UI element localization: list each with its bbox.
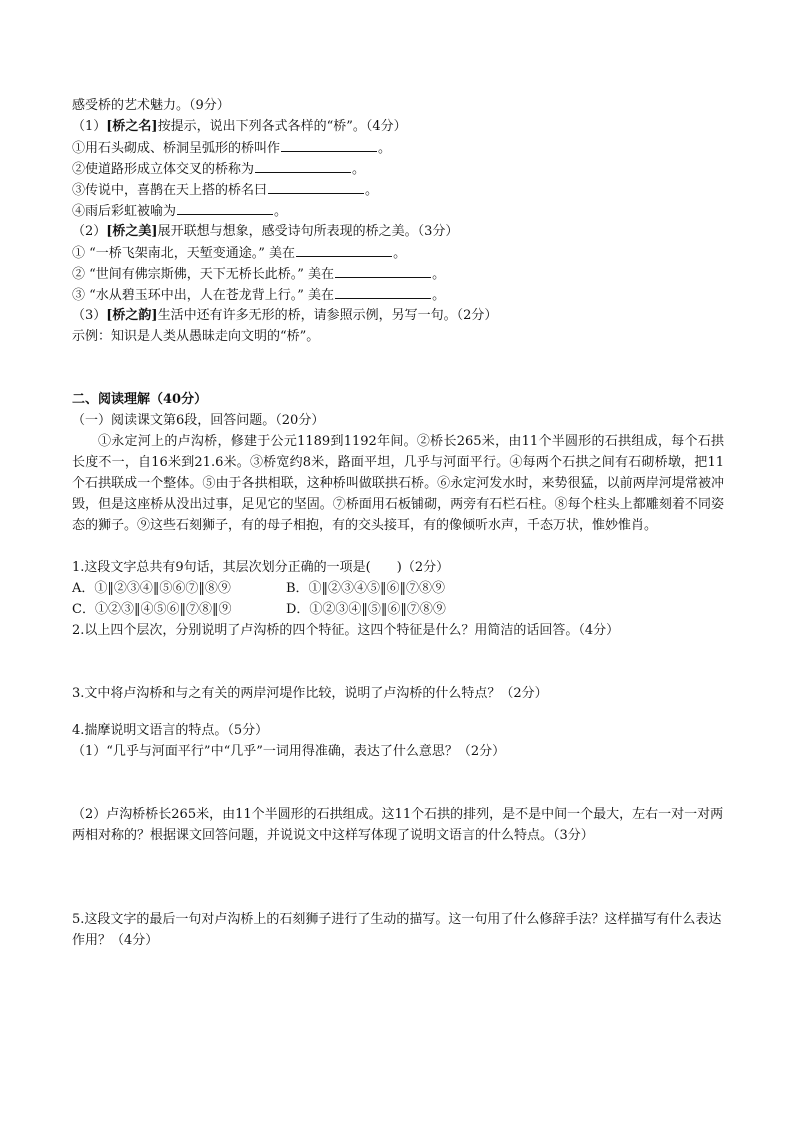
item-text: ①用石头砌成、桥洞呈弧形的桥叫作 (72, 141, 281, 156)
subsection-heading: （一）阅读课文第6段，回答问题。（20分） (72, 413, 325, 428)
question-tag: [桥之美] (106, 224, 158, 239)
item-end: 。 (393, 246, 407, 261)
answer-line-1-2-a (72, 242, 732, 264)
question-2-4-2: （2）卢沟桥桥长265米，由11个半圆形的石拱组成。这11个石拱的排列，是不是中间一个最大，左右一对一对两两相对称的？根据课文回答问题，并说说文中这样写体现了说明文语言的什么特点。（3分） (72, 807, 724, 843)
answer-blank[interactable] (335, 284, 431, 299)
intro-line: 感受桥的艺术魅力。（9分） (72, 98, 230, 113)
question-number: （1） (72, 119, 107, 134)
answer-line-1-2-b (72, 263, 732, 285)
question-2-4: 4.揣摩说明文语言的特点。（5分） (72, 723, 269, 738)
question-number: （3） (72, 308, 107, 323)
example-line: 示例：知识是人类从愚昧走向文明的“桥”。 (72, 329, 320, 344)
question-2-2: 2.以上四个层次，分别说明了卢沟桥的四个特征。这四个特征是什么？用简洁的话回答。（4分） (72, 623, 620, 638)
item-text: ② “世间有佛宗斯佛，天下无桥长此桥。” 美在 (72, 267, 335, 282)
item-end: 。 (432, 267, 446, 282)
options-row-2 (72, 599, 732, 620)
question-tag: [桥之名] (106, 119, 158, 134)
item-text: ②使道路形成立体交叉的桥称为 (72, 162, 255, 177)
question-tag: [桥之韵] (106, 308, 158, 323)
question-1-3 (72, 305, 732, 326)
question-text: 生活中还有许多无形的桥，请参照示例，另写一句。（2分） (157, 308, 498, 323)
question-1-2 (72, 221, 732, 242)
answer-line-1-1-a (72, 137, 732, 159)
item-text: ④雨后彩虹被喻为 (72, 204, 177, 219)
question-2-1: 1.这段文字总共有9句话，其层次划分正确的一项是( )（2分） (72, 560, 450, 575)
item-end: 。 (378, 141, 392, 156)
item-text: ① “一桥飞架南北，天堑变通途。” 美在 (72, 246, 296, 261)
question-1-1 (72, 116, 732, 137)
answer-blank[interactable] (255, 158, 351, 173)
reading-passage: ①永定河上的卢沟桥，修建于公元1189到1192年间。②桥长265米，由11个半圆形的石拱组成，每个石拱长度不一，自16米到21.6米。③桥宽约8米，路面平坦，几乎与河面平行。④每两个石拱之间有石砌桥墩，把11个石拱联成一个整体。⑤由于各拱相联，这种桥叫做联拱石桥。⑥永定河发水时，来势很猛，以前两岸河堤常被冲毁，但是这座桥从没出过事，足见它的坚固。⑦桥面用石板铺砌，两旁有石栏石柱。⑧每个柱头上都雕刻着不同姿态的狮子。⑨这些石刻狮子，有的母子相抱，有的交头接耳，有的像倾听水声，千态万状，惟妙惟肖。 (72, 434, 724, 533)
item-text: ③ “水从碧玉环中出，人在苍龙背上行。” 美在 (72, 288, 335, 303)
option-c[interactable]: C．①②③‖④⑤⑥‖⑦⑧‖⑨ (72, 602, 232, 617)
question-number: （2） (72, 224, 107, 239)
answer-line-1-2-c (72, 284, 732, 306)
answer-line-1-1-d (72, 200, 732, 222)
item-end: 。 (365, 183, 379, 198)
answer-blank[interactable] (177, 200, 273, 215)
question-2-4-1: （1）“几乎与河面平行”中“几乎”一词用得准确，表达了什么意思？（2分） (72, 744, 506, 759)
options-row-1 (72, 578, 732, 599)
question-text: 按提示，说出下列各式各样的“桥”。（4分） (157, 119, 407, 134)
answer-blank[interactable] (335, 263, 431, 278)
item-text: ③传说中，喜鹊在天上搭的桥名曰 (72, 183, 268, 198)
answer-blank[interactable] (268, 179, 364, 194)
option-a[interactable]: A．①‖②③④‖⑤⑥⑦‖⑧⑨ (72, 581, 231, 596)
section-heading: 二、阅读理解（40分） (72, 392, 208, 407)
answer-blank[interactable] (296, 242, 392, 257)
answer-line-1-1-c (72, 179, 732, 201)
option-b[interactable]: B．①‖②③④⑤‖⑥‖⑦⑧⑨ (286, 581, 446, 596)
question-2-5: 5.这段文字的最后一句对卢沟桥上的石刻狮子进行了生动的描写。这一句用了什么修辞手法？这样描写有什么表达作用？（4分） (72, 912, 722, 948)
item-end: 。 (274, 204, 288, 219)
option-d[interactable]: D．①②③④‖⑤‖⑥‖⑦⑧⑨ (286, 602, 446, 617)
question-2-3: 3.文中将卢沟桥和与之有关的两岸河堤作比较，说明了卢沟桥的什么特点？（2分） (72, 686, 548, 701)
item-end: 。 (352, 162, 366, 177)
answer-line-1-1-b (72, 158, 732, 180)
item-end: 。 (432, 288, 446, 303)
question-text: 展开联想与想象，感受诗句所表现的桥之美。（3分） (157, 224, 459, 239)
answer-blank[interactable] (281, 137, 377, 152)
